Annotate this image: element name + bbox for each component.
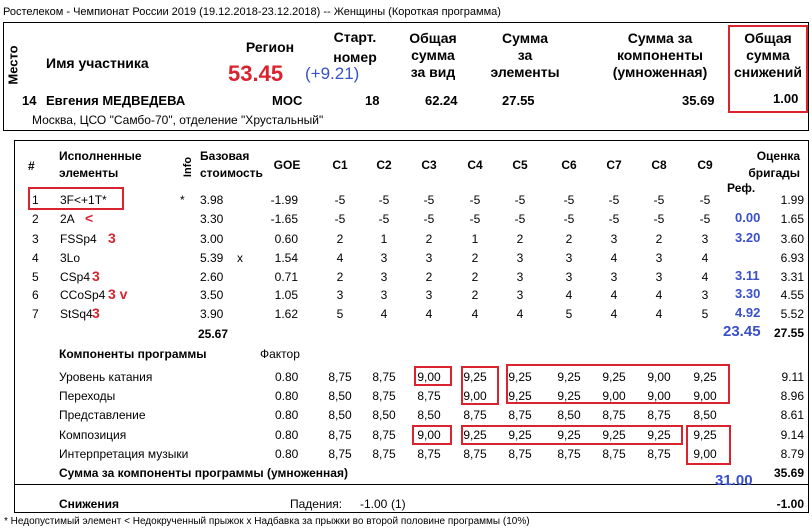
component-score: 8.79 (780, 447, 804, 461)
element-judge-score: 3 (610, 270, 618, 284)
components-sum-label: Сумма за компоненты программы (умноженная) (59, 466, 348, 480)
element-judge-score: 2 (516, 232, 524, 246)
athlete-club: Москва, ЦСО "Самбо-70", отделение "Хрустальный" (32, 113, 324, 127)
element-panel-score: 1.65 (780, 212, 804, 226)
element-panel-score: 3.31 (780, 270, 804, 284)
component-judge-score: 8,75 (328, 370, 352, 384)
component-judge-score: 8,75 (417, 389, 441, 403)
component-name: Уровень катания (59, 370, 153, 384)
element-judge-score: 3 (701, 232, 709, 246)
element-judge-score: -5 (608, 193, 620, 207)
judge-header-c1: C1 (332, 158, 348, 172)
component-judge-score: 8,75 (647, 447, 671, 461)
element-judge-score: 4 (425, 307, 433, 321)
elem-info-header: Info (182, 156, 195, 178)
elem-name-header (59, 148, 142, 182)
col-place-header: Место (5, 45, 21, 85)
element-judge-score: 2 (471, 288, 479, 302)
component-judge-score: 8,75 (602, 447, 626, 461)
element-judge-score: 4 (380, 307, 388, 321)
comp-box-c4-r12 (461, 366, 499, 405)
element-bonus-mark: x (237, 251, 243, 265)
header-right-border (808, 22, 809, 130)
element-panel-score: 4.55 (780, 288, 804, 302)
element-judge-score: 3 (610, 232, 618, 246)
element1-highlight-box (28, 187, 124, 210)
col-total-header (398, 30, 468, 81)
element-judge-score: 4 (701, 251, 709, 265)
element-judge-score: 5 (565, 307, 573, 321)
component-judge-score: 8,75 (328, 428, 352, 442)
element-judge-score: 4 (610, 307, 618, 321)
element-judge-score: -5 (423, 212, 435, 226)
element-base-value: 3.98 (200, 193, 224, 207)
element-judge-score: 4 (655, 288, 663, 302)
judge-header-c5: C5 (512, 158, 528, 172)
element-judge-score: -5 (469, 212, 481, 226)
header-left-border (3, 22, 4, 130)
component-judge-score: 9,25 (508, 428, 532, 442)
component-judge-score: 8,75 (328, 447, 352, 461)
element-no: 1 (32, 193, 39, 207)
component-judge-score: 9,25 (602, 428, 626, 442)
col-deductions-header (732, 30, 804, 81)
col-deductions-line1: Общая (744, 30, 792, 46)
elem-score-header-line1: Оценка (756, 149, 800, 163)
element-base-value: 3.90 (200, 307, 224, 321)
element-annotation: 3 v (108, 286, 128, 302)
judge-header-c7: C7 (606, 158, 622, 172)
component-judge-score: 8,50 (328, 389, 352, 403)
element-base-value: 3.00 (200, 232, 224, 246)
component-judge-score: 8,75 (647, 408, 671, 422)
element-judge-score: -5 (334, 212, 346, 226)
elem-no-header: # (28, 159, 35, 173)
component-score: 8.61 (780, 408, 804, 422)
athlete-elements: 27.55 (502, 93, 535, 108)
comp-box-c3-r1 (414, 366, 452, 386)
component-judge-score: 8,75 (557, 447, 581, 461)
component-score: 9.14 (780, 428, 804, 442)
element-annotation: 3 (92, 268, 100, 284)
component-judge-score: 8,75 (508, 447, 532, 461)
element-no: 7 (32, 307, 39, 321)
main-right-border (808, 140, 809, 512)
header-top-border (3, 22, 809, 23)
falls-value: -1.00 (360, 497, 388, 511)
component-judge-score: 9,25 (463, 428, 487, 442)
component-name: Интерпретация музыки (59, 447, 189, 461)
component-factor: 0.80 (275, 447, 299, 461)
annotation-score: 53.45 (228, 61, 284, 86)
component-judge-score: 9,25 (508, 370, 532, 384)
element-judge-score: -5 (334, 193, 346, 207)
element-annotation: 3 (108, 230, 116, 246)
component-judge-score: 9,00 (463, 389, 487, 403)
col-start-header (325, 27, 385, 67)
component-judge-score: 8,75 (463, 447, 487, 461)
footnote: * Недопустимый элемент < Недокрученный прыжок x Надбавка за прыжки во второй половине программы (10%) (4, 516, 530, 527)
main-top-border (14, 140, 809, 141)
element-base-value: 2.60 (200, 270, 224, 284)
component-judge-score: 8,50 (328, 408, 352, 422)
element-judge-score: 4 (471, 307, 479, 321)
main-bottom-border (14, 512, 809, 513)
elem-name-header-line2: элементы (59, 166, 119, 180)
col-elements-header (480, 30, 570, 81)
element-judge-score: -5 (514, 193, 526, 207)
component-judge-score: 8,75 (372, 389, 396, 403)
component-name: Переходы (59, 389, 116, 403)
component-judge-score: 8,50 (417, 408, 441, 422)
judge-header-c9: C9 (697, 158, 713, 172)
elem-goe-header: GOE (273, 158, 301, 172)
element-ref-score: 3.11 (735, 268, 760, 283)
element-judge-score: 3 (565, 270, 573, 284)
element-judge-score: 4 (565, 288, 573, 302)
element-judge-score: 2 (471, 270, 479, 284)
element-judge-score: 2 (655, 232, 663, 246)
col-start-line2: номер (333, 49, 377, 65)
element-no: 3 (32, 232, 39, 246)
element-judge-score: -5 (378, 212, 390, 226)
element-judge-score: 3 (380, 288, 388, 302)
component-judge-score: 8,75 (372, 428, 396, 442)
element-goe: -1.99 (270, 193, 298, 207)
component-judge-score: 9,25 (557, 370, 581, 384)
element-judge-score: 3 (380, 251, 388, 265)
col-total-line1: Общая (409, 30, 457, 46)
component-judge-score: 9,00 (693, 389, 717, 403)
bv-total: 25.67 (198, 327, 229, 341)
col-start-line1: Старт. (333, 29, 377, 45)
col-total-line3: за вид (410, 64, 456, 80)
athlete-name: Евгения МЕДВЕДЕВА (46, 93, 186, 108)
component-judge-score: 9,00 (417, 428, 441, 442)
elem-score-header-line2: бригады (748, 166, 800, 180)
falls-label: Падения: (290, 497, 343, 511)
comp-box-c5c9-r12 (506, 364, 730, 404)
element-judge-score: 4 (701, 270, 709, 284)
element-base-value: 5.39 (200, 251, 224, 265)
element-judge-score: 4 (516, 307, 524, 321)
element-panel-score: 5.52 (780, 307, 804, 321)
element-judge-score: 3 (425, 251, 433, 265)
element-annotation: < (85, 210, 94, 226)
element-judge-score: -5 (563, 193, 575, 207)
element-judge-score: -5 (378, 193, 390, 207)
components-title: Компоненты программы (59, 347, 207, 361)
col-elements-line2: за (517, 47, 533, 63)
element-code: FSSp4 (60, 232, 97, 246)
components-separator (14, 484, 809, 485)
element-base-value: 3.30 (200, 212, 224, 226)
athlete-deductions: 1.00 (773, 91, 799, 106)
element-judge-score: -5 (563, 212, 575, 226)
element-judge-score: 3 (516, 270, 524, 284)
element-goe: 1.62 (274, 307, 298, 321)
component-judge-score: 9,25 (463, 370, 487, 384)
element-judge-score: -5 (469, 193, 481, 207)
elem-base-header-line2: стоимость (200, 166, 263, 180)
element-judge-score: 2 (336, 232, 344, 246)
element-judge-score: 4 (336, 251, 344, 265)
component-score: 9.11 (781, 370, 804, 384)
element-no: 4 (32, 251, 39, 265)
element-judge-score: 2 (425, 232, 433, 246)
components-sum-value: 35.69 (773, 466, 804, 480)
element-code: StSq4 (60, 307, 93, 321)
component-judge-score: 9,00 (693, 447, 717, 461)
col-components-line1: Сумма за (627, 30, 693, 46)
deductions-label: Снижения (59, 497, 119, 511)
element-code: CCoSp4 (60, 288, 106, 302)
header-bottom-border (3, 130, 809, 131)
component-judge-score: 8,75 (602, 408, 626, 422)
element-code: 3F<+1T* (60, 193, 107, 207)
element-judge-score: -5 (699, 212, 711, 226)
element-judge-score: 1 (471, 232, 479, 246)
element-judge-score: 2 (565, 232, 573, 246)
main-left-border (14, 140, 15, 512)
component-name: Представление (59, 408, 146, 422)
judge-header-c6: C6 (561, 158, 577, 172)
athlete-place: 14 (22, 93, 37, 108)
element-goe: 1.54 (274, 251, 298, 265)
element-code: 2A (60, 212, 75, 226)
athlete-region: МОС (272, 93, 303, 108)
element-judge-score: 3 (655, 270, 663, 284)
element-goe: 0.60 (274, 232, 298, 246)
component-judge-score: 9,25 (557, 428, 581, 442)
element-judge-score: 4 (610, 251, 618, 265)
deductions-total: -1.00 (776, 497, 804, 511)
component-judge-score: 9,25 (647, 428, 671, 442)
element-panel-score: 6.93 (780, 251, 804, 265)
element-panel-score: 1.99 (780, 193, 804, 207)
element-judge-score: 3 (516, 288, 524, 302)
col-deductions-line2: сумма (746, 47, 790, 63)
element-judge-score: 3 (565, 251, 573, 265)
component-judge-score: 8,75 (463, 408, 487, 422)
component-judge-score: 9,25 (693, 370, 717, 384)
element-goe: 0.71 (274, 270, 298, 284)
components-sum-annotation: 31.00 (715, 472, 753, 489)
component-factor: 0.80 (275, 408, 299, 422)
element-judge-score: -5 (608, 212, 620, 226)
element-judge-score: 5 (336, 307, 344, 321)
component-name: Композиция (59, 428, 127, 442)
element-ref-score: 0.00 (735, 210, 761, 225)
component-judge-score: 9,25 (602, 370, 626, 384)
component-judge-score: 8,50 (693, 408, 717, 422)
component-factor: 0.80 (275, 370, 299, 384)
ref-total: 23.45 (723, 323, 761, 340)
element-ref-score: 3.20 (735, 230, 761, 245)
factor-label: Фактор (260, 347, 300, 361)
comp-box-c9-r45 (686, 425, 731, 465)
col-components-header (600, 30, 720, 81)
component-judge-score: 8,75 (508, 408, 532, 422)
element-judge-score: 2 (425, 270, 433, 284)
judge-header-c4: C4 (467, 158, 483, 172)
component-factor: 0.80 (275, 428, 299, 442)
score-total: 27.55 (773, 326, 804, 340)
ref-label: Реф. (727, 181, 756, 195)
athlete-start: 18 (365, 93, 380, 108)
col-elements-line1: Сумма (501, 30, 549, 46)
component-judge-score: 9,25 (557, 389, 581, 403)
element-judge-score: 3 (655, 251, 663, 265)
col-components-line2: компоненты (616, 47, 704, 63)
athlete-total: 62.24 (425, 93, 458, 108)
judge-header-c3: C3 (421, 158, 437, 172)
component-judge-score: 9,00 (647, 370, 671, 384)
element-judge-score: 3 (701, 288, 709, 302)
judge-header-c2: C2 (376, 158, 392, 172)
component-judge-score: 8,75 (372, 447, 396, 461)
element-judge-score: 3 (516, 251, 524, 265)
element-judge-score: 1 (380, 232, 388, 246)
col-name-header: Имя участника (46, 55, 149, 71)
elem-base-header (200, 148, 263, 182)
component-judge-score: 9,00 (647, 389, 671, 403)
element-info: * (180, 193, 185, 207)
element-judge-score: -5 (699, 193, 711, 207)
element-judge-score: -5 (514, 212, 526, 226)
element-goe: 1.05 (274, 288, 298, 302)
annotation-delta: (+9.21) (305, 64, 360, 83)
element-judge-score: -5 (653, 212, 665, 226)
component-score: 8.96 (780, 389, 804, 403)
element-base-value: 3.50 (200, 288, 224, 302)
col-elements-line3: элементы (490, 64, 560, 80)
elem-score-header (730, 148, 800, 182)
athlete-components: 35.69 (682, 93, 715, 108)
component-judge-score: 9,00 (602, 389, 626, 403)
component-judge-score: 9,25 (508, 389, 532, 403)
element-code: 3Lo (60, 251, 81, 265)
element-panel-score: 3.60 (780, 232, 804, 246)
component-judge-score: 8,75 (372, 370, 396, 384)
component-judge-score: 9,00 (417, 370, 441, 384)
component-judge-score: 9,25 (693, 428, 717, 442)
col-total-line2: сумма (411, 47, 455, 63)
component-judge-score: 8,50 (372, 408, 396, 422)
falls-count: (1) (391, 497, 406, 511)
elem-name-header-line1: Исполненные (59, 149, 142, 163)
element-judge-score: 3 (425, 288, 433, 302)
element-ref-score: 4.92 (735, 305, 761, 320)
comp-box-c3-r4 (412, 425, 452, 445)
element-judge-score: -5 (653, 193, 665, 207)
element-goe: -1.65 (270, 212, 298, 226)
comp-box-c4c8-r4 (461, 425, 683, 445)
element-judge-score: 3 (336, 288, 344, 302)
col-region-header: Регион (245, 39, 295, 55)
element-annotation: 3 (92, 305, 100, 321)
element-code: CSp4 (60, 270, 91, 284)
judge-header-c8: C8 (651, 158, 667, 172)
component-judge-score: 8,50 (557, 408, 581, 422)
element-judge-score: 2 (471, 251, 479, 265)
elem-base-header-line1: Базовая (200, 149, 250, 163)
component-judge-score: 8,75 (417, 447, 441, 461)
element-judge-score: 5 (701, 307, 709, 321)
element-no: 2 (32, 212, 39, 226)
element-no: 6 (32, 288, 39, 302)
element-judge-score: 4 (610, 288, 618, 302)
col-deductions-line3: снижений (733, 64, 803, 80)
element-judge-score: 4 (655, 307, 663, 321)
element-judge-score: 3 (380, 270, 388, 284)
element-ref-score: 3.30 (735, 286, 761, 301)
component-factor: 0.80 (275, 389, 299, 403)
element-judge-score: -5 (423, 193, 435, 207)
col-components-line3: (умноженная) (612, 64, 708, 80)
element-judge-score: 2 (336, 270, 344, 284)
event-title: Ростелеком - Чемпионат России 2019 (19.12.2018-23.12.2018) -- Женщины (Короткая программа) (3, 6, 501, 18)
element-no: 5 (32, 270, 39, 284)
